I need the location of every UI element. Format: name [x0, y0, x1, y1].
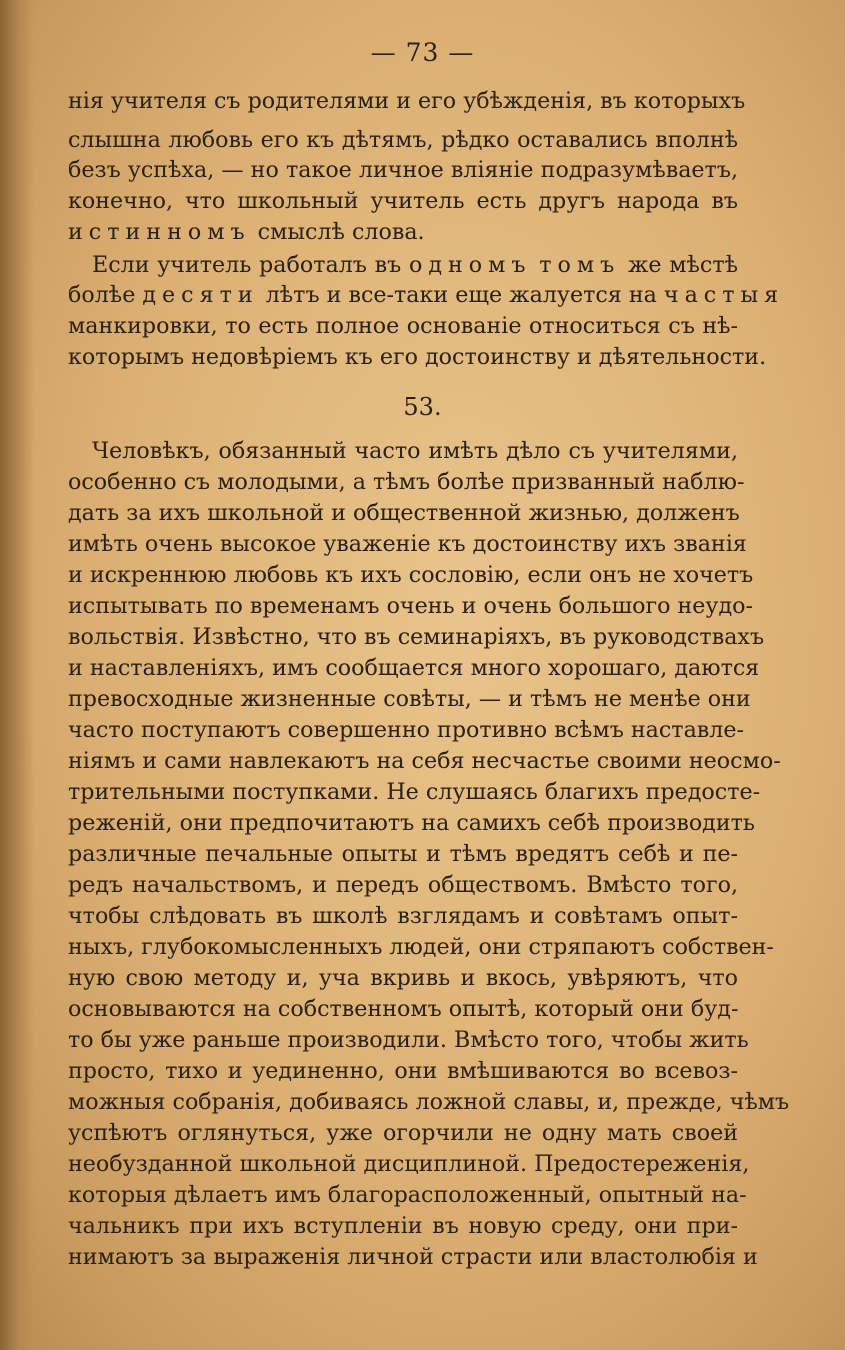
- text-line: [92, 254, 738, 276]
- text-line: дать за ихъ школьной и общественной жизнью, долженъ: [68, 500, 740, 526]
- text-line: успѣютъ оглянуться, уже огорчили не одну мать своей: [68, 1120, 738, 1146]
- text-line: то бы уже раньше производили. Вмѣсто того, чтобы жить: [68, 1027, 749, 1053]
- text-line: редъ начальствомъ, и передъ обществомъ. Вмѣсто того,: [68, 872, 738, 898]
- text-line: ніямъ и сами навлекаютъ на себя несчастье своими неосмо-: [68, 748, 781, 774]
- text-line: просто, тихо и уединенно, они вмѣшиваются во всевоз-: [68, 1058, 738, 1084]
- text-line: чтобы слѣдовать въ школѣ взглядамъ и совѣтамъ опыт-: [68, 903, 738, 929]
- text-line: нія учителя съ родителями и его убѣжденія, въ которыхъ: [68, 88, 746, 114]
- text-line: превосходные жизненные совѣты, — и тѣмъ не менѣе они: [68, 686, 751, 712]
- text-line: манкировки, то есть полное основаніе относиться съ нѣ-: [68, 313, 738, 339]
- text-line: испытывать по временамъ очень и очень большого неудо-: [68, 593, 753, 619]
- text-line: ную свою методу и, уча вкривь и вкось, увѣряютъ, что: [68, 965, 738, 991]
- spaced-word: частыя: [663, 282, 785, 308]
- text-line: необузданной школьной дисциплиной. Предостереженія,: [68, 1151, 750, 1177]
- text-line: трительными поступками. Не слушаясь благихъ предосте-: [68, 779, 761, 805]
- text-line: основываются на собственномъ опытѣ, который они буд-: [68, 996, 739, 1022]
- text-line: которымъ недовѣріемъ къ его достоинству и дѣятельности.: [68, 344, 767, 370]
- text-fragment: Если учитель работалъ въ: [92, 252, 409, 278]
- spaced-word: одномъ: [408, 252, 532, 278]
- text-line: различные печальные опыты и тѣмъ вредятъ себѣ и пе-: [68, 841, 738, 867]
- text-line: вольствія. Извѣстно, что въ семинаріяхъ, въ руководствахъ: [68, 624, 765, 650]
- text-line: которыя дѣлаетъ имъ благорасположенный, опытный на-: [68, 1182, 747, 1208]
- text-fragment: болѣе: [68, 282, 143, 308]
- section-number: 53.: [403, 393, 442, 421]
- text-fragment: смыслѣ слова.: [250, 219, 425, 245]
- text-line: реженій, они предпочитаютъ на самихъ себѣ производить: [68, 810, 755, 836]
- spaced-word: томъ: [539, 252, 621, 278]
- text-line: чальникъ при ихъ вступленіи въ новую среду, они при-: [68, 1213, 738, 1239]
- text-line: можныя собранія, добиваясь ложной славы, и, прежде, чѣмъ: [68, 1089, 790, 1115]
- spaced-word: истинномъ: [68, 219, 251, 245]
- page-number: — 73 —: [370, 38, 475, 67]
- text-line: и искреннюю любовь къ ихъ сословію, если онъ не хочетъ: [68, 562, 754, 588]
- text-line: часто поступаютъ совершенно противно всѣмъ наставле-: [68, 717, 745, 743]
- text-line: имѣть очень высокое уваженіе къ достоинству ихъ званія: [68, 531, 747, 557]
- text-line: конечно, что школьный учитель есть другъ народа въ: [68, 188, 738, 214]
- spaced-word: десяти: [142, 282, 259, 308]
- text-line: [68, 221, 738, 243]
- text-line: и наставленіяхъ, имъ сообщается много хорошаго, даются: [68, 655, 760, 681]
- text-line: безъ успѣха, — но такое личное вліяніе подразумѣваетъ,: [68, 157, 738, 183]
- text-line: ныхъ, глубокомысленныхъ людей, они стряпаютъ собствен-: [68, 934, 774, 960]
- text-fragment: же мѣстѣ: [620, 252, 738, 278]
- text-fragment: лѣтъ и все-таки еще жалуется на: [258, 282, 664, 308]
- text-line: слышна любовь его къ дѣтямъ, рѣдко оставались вполнѣ: [68, 127, 738, 153]
- text-line: нимаютъ за выраженія личной страсти или властолюбія и: [68, 1244, 758, 1270]
- text-line: особенно съ молодыми, а тѣмъ болѣе призванный наблю-: [68, 469, 745, 495]
- text-line: [68, 282, 785, 308]
- text-line: Человѣкъ, обязанный часто имѣть дѣло съ учителями,: [92, 438, 738, 464]
